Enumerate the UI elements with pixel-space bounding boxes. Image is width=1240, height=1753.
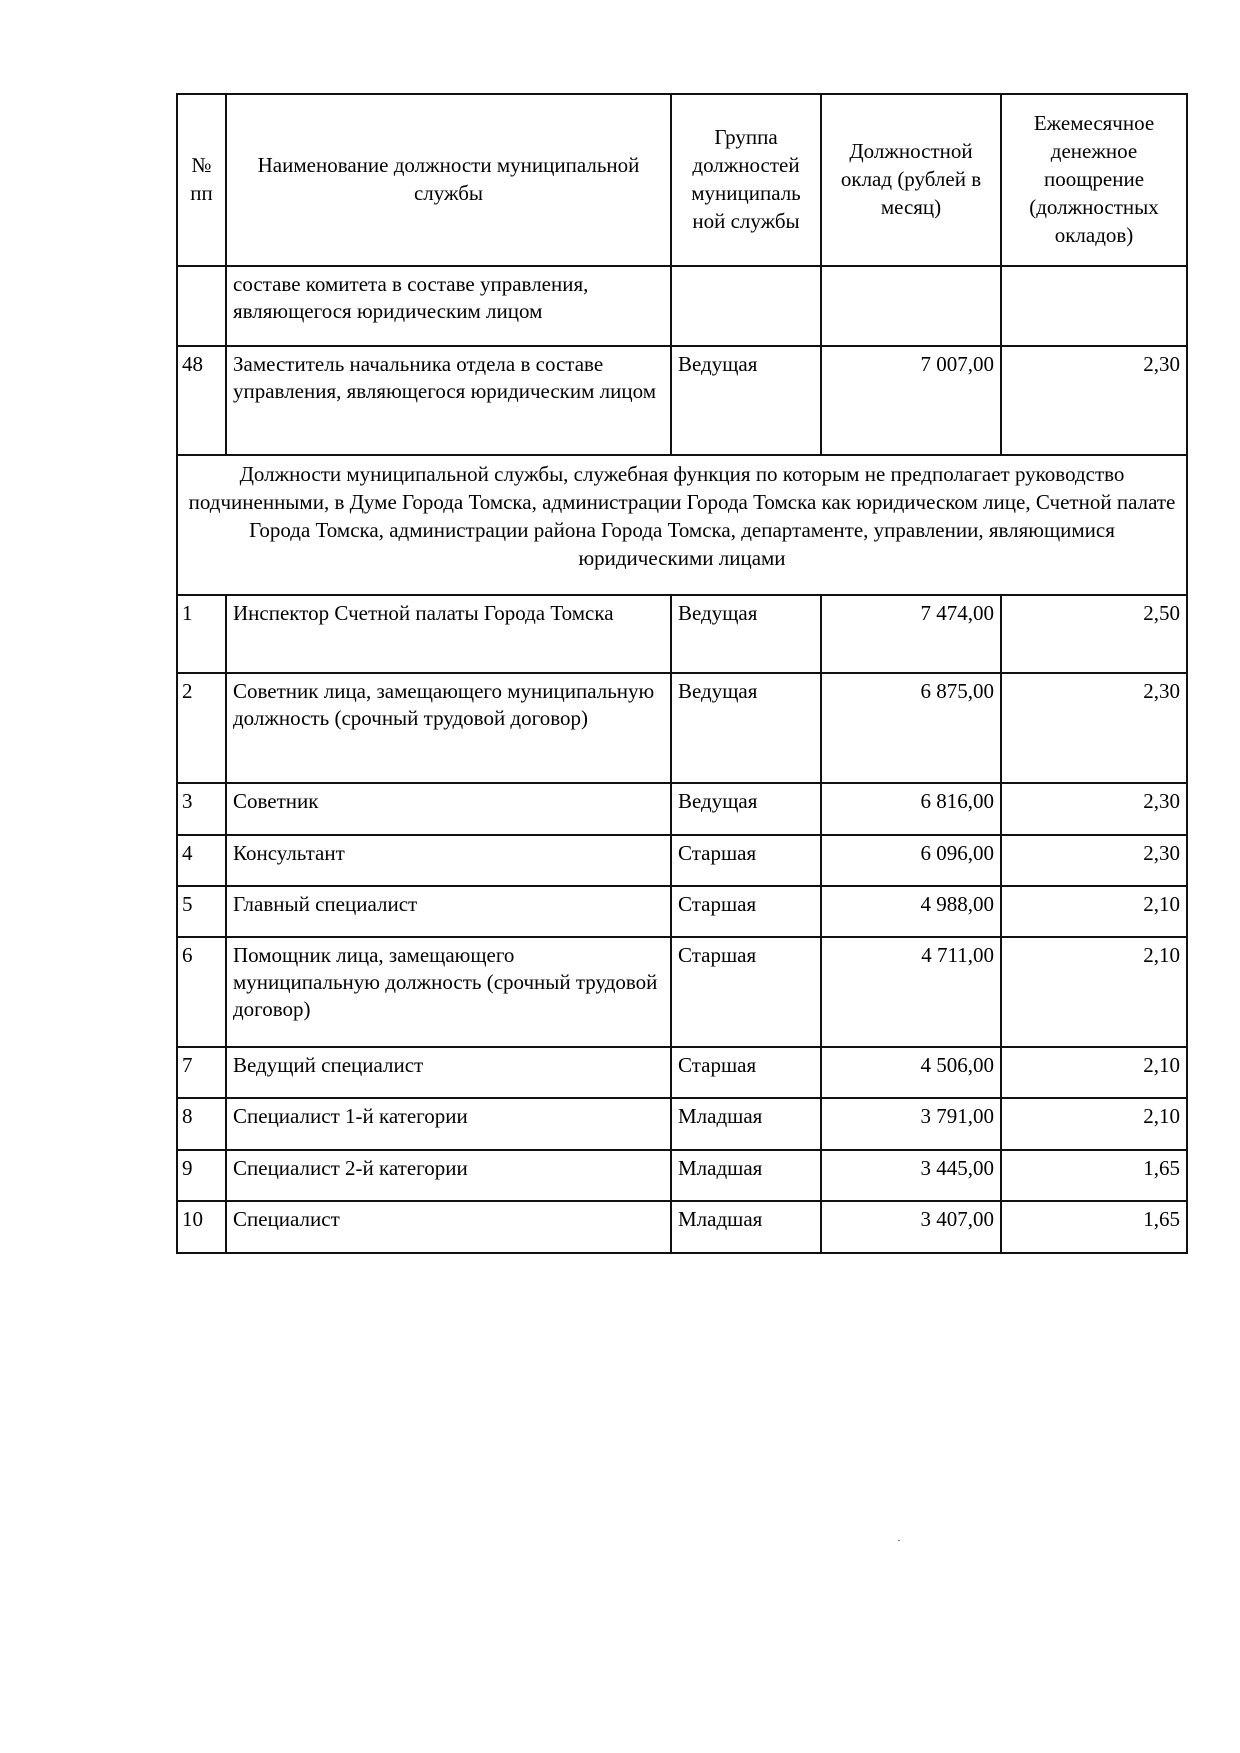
table-row	[177, 1150, 1187, 1201]
cell-bonus: 1,65	[1001, 1150, 1187, 1201]
cell-name: Консультант	[226, 835, 671, 886]
cell-num: 7	[177, 1047, 226, 1098]
cell-salary: 4 988,00	[821, 886, 1001, 937]
cell-name: Специалист 2-й категории	[226, 1150, 671, 1201]
cell-num: 3	[177, 783, 226, 835]
cell-num	[177, 266, 226, 346]
cell-group: Ведущая	[671, 673, 821, 783]
cell-bonus: 2,30	[1001, 783, 1187, 835]
cell-name: Заместитель начальника отдела в составе управления, являющегося юридическим лицом	[226, 346, 671, 455]
header-position-name: Наименование должности муниципальной службы	[226, 94, 671, 266]
cell-salary: 3 791,00	[821, 1098, 1001, 1150]
cell-name: Инспектор Счетной палаты Города Томска	[226, 595, 671, 673]
cell-group: Старшая	[671, 886, 821, 937]
cell-salary: 7 007,00	[821, 346, 1001, 455]
table-header-row	[177, 94, 1187, 266]
cell-num: 5	[177, 886, 226, 937]
table-row	[177, 937, 1187, 1047]
cell-name: составе комитета в составе управления, являющегося юридическим лицом	[226, 266, 671, 346]
table-row	[177, 783, 1187, 835]
header-monthly-bonus: Ежемесячное денежное поощрение (должностных окладов)	[1001, 94, 1187, 266]
salary-table	[176, 93, 1188, 1254]
cell-num: 10	[177, 1201, 226, 1253]
table-row	[177, 886, 1187, 937]
cell-salary: 7 474,00	[821, 595, 1001, 673]
cell-group: Старшая	[671, 835, 821, 886]
cell-num: 4	[177, 835, 226, 886]
table-row	[177, 266, 1187, 346]
cell-bonus: 2,30	[1001, 346, 1187, 455]
cell-salary: 6 096,00	[821, 835, 1001, 886]
table-row	[177, 346, 1187, 455]
cell-num: 48	[177, 346, 226, 455]
cell-num: 8	[177, 1098, 226, 1150]
table-row	[177, 1201, 1187, 1253]
cell-bonus: 2,10	[1001, 1098, 1187, 1150]
table-row	[177, 673, 1187, 783]
cell-group: Старшая	[671, 937, 821, 1047]
cell-salary: 3 445,00	[821, 1150, 1001, 1201]
table-row	[177, 595, 1187, 673]
table-row	[177, 1047, 1187, 1098]
header-position-group: Группа должностей муниципаль ной службы	[671, 94, 821, 266]
cell-num: 1	[177, 595, 226, 673]
cell-salary: 4 506,00	[821, 1047, 1001, 1098]
cell-group: Младшая	[671, 1098, 821, 1150]
cell-name: Советник лица, замещающего муниципальную должность (срочный трудовой договор)	[226, 673, 671, 783]
cell-salary	[821, 266, 1001, 346]
section-header-row	[177, 455, 1187, 595]
cell-bonus: 2,10	[1001, 1047, 1187, 1098]
cell-name: Специалист	[226, 1201, 671, 1253]
table-row	[177, 835, 1187, 886]
cell-name: Главный специалист	[226, 886, 671, 937]
cell-group: Ведущая	[671, 783, 821, 835]
cell-bonus: 1,65	[1001, 1201, 1187, 1253]
cell-bonus: 2,30	[1001, 835, 1187, 886]
section-title: Должности муниципальной службы, служебная функция по которым не предполагает руководство подчиненными, в Думе Города Томска, администрации Города Томска как юридическом лице, Счетной палате Города Томска, администрации района Города Томска, департаменте, управлении, являющимися юридическими лицами	[177, 455, 1187, 595]
cell-salary: 6 875,00	[821, 673, 1001, 783]
cell-group: Старшая	[671, 1047, 821, 1098]
cell-group: Ведущая	[671, 346, 821, 455]
cell-group: Младшая	[671, 1150, 821, 1201]
cell-num: 9	[177, 1150, 226, 1201]
cell-salary: 4 711,00	[821, 937, 1001, 1047]
cell-salary: 3 407,00	[821, 1201, 1001, 1253]
cell-bonus: 2,30	[1001, 673, 1187, 783]
cell-num: 6	[177, 937, 226, 1047]
cell-group: Ведущая	[671, 595, 821, 673]
cell-name: Советник	[226, 783, 671, 835]
cell-salary: 6 816,00	[821, 783, 1001, 835]
scan-speck	[898, 1540, 900, 1541]
cell-num: 2	[177, 673, 226, 783]
cell-name: Специалист 1-й категории	[226, 1098, 671, 1150]
cell-bonus: 2,50	[1001, 595, 1187, 673]
cell-group	[671, 266, 821, 346]
header-num: № пп	[177, 94, 226, 266]
cell-group: Младшая	[671, 1201, 821, 1253]
cell-bonus: 2,10	[1001, 886, 1187, 937]
cell-bonus	[1001, 266, 1187, 346]
cell-name: Ведущий специалист	[226, 1047, 671, 1098]
cell-name: Помощник лица, замещающего муниципальную должность (срочный трудовой договор)	[226, 937, 671, 1047]
header-salary: Должностной оклад (рублей в месяц)	[821, 94, 1001, 266]
cell-bonus: 2,10	[1001, 937, 1187, 1047]
table-row	[177, 1098, 1187, 1150]
